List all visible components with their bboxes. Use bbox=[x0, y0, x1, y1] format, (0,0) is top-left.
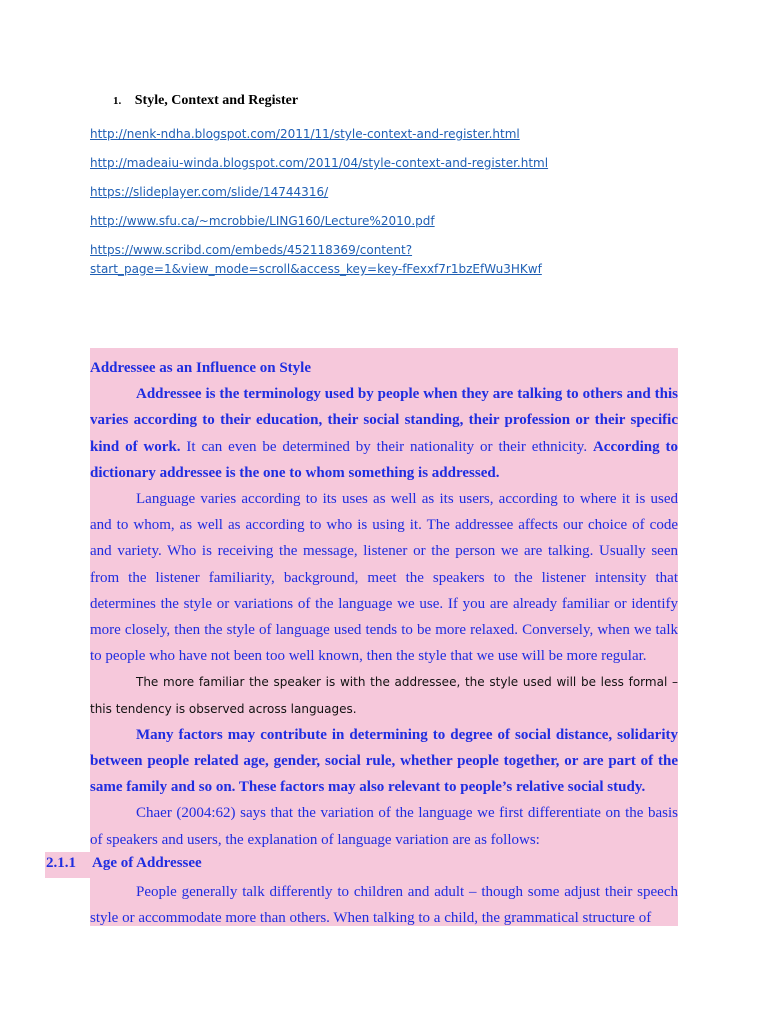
paragraph-language-varies: Language varies according to its uses as well as its users, according to where it is used and to whom, as well as according to who is using it. The addressee affects our choice of code and variety. Who is receiving the message, listener or the person we are talking. Usually seen from the listener familiarity, background, meet the speakers to the listener intensity that determines the style or variations of the language we use. If you are already familiar or identify more closely, then the style of language used tends to be more relaxed. Conversely, when we talk to people who have not been too well known, then the style that we use will be more regular. bbox=[90, 491, 678, 665]
paragraph-familiar-speaker: The more familiar the speaker is with the addressee, the style used will be less formal – this tendency is observed across languages. bbox=[90, 675, 678, 716]
section-title: Addressee as an Influence on Style bbox=[90, 360, 311, 376]
paragraph-bold-text: Addressee is the terminology used by people when they are talking to others and this varies according to their education, their social standing, their profession or their specific kind of work. bbox=[90, 386, 678, 455]
reference-link-2[interactable]: http://madeaiu-winda.blogspot.com/2011/04/style-context-and-register.html bbox=[90, 156, 549, 170]
paragraph-addressee-definition bbox=[90, 381, 678, 486]
reference-link-5[interactable]: https://www.scribd.com/embeds/452118369/content? bbox=[90, 243, 413, 257]
paragraph-age-addressee: People generally talk differently to children and adult – though some adjust their speech style or accommodate more than others. When talking to a child, the grammatical structure of bbox=[90, 884, 678, 926]
paragraph-chaer: Chaer (2004:62) says that the variation of the language we first differentiate on the basis of speakers and users, the explanation of language variation are as follows: bbox=[90, 805, 678, 848]
reference-link-3[interactable]: https://slideplayer.com/slide/14744316/ bbox=[90, 185, 329, 199]
subsection-title: Age of Addressee bbox=[92, 855, 202, 871]
heading-number: 1. bbox=[113, 95, 122, 107]
highlighted-section bbox=[90, 348, 678, 926]
heading-title: Style, Context and Register bbox=[134, 93, 299, 108]
subsection-heading bbox=[46, 855, 202, 872]
subsection-number: 2.1.1 bbox=[46, 855, 76, 871]
paragraph-normal-text: It can even be determined by their nationality or their ethnicity. bbox=[180, 438, 588, 455]
reference-link-1[interactable]: http://nenk-ndha.blogspot.com/2011/11/style-context-and-register.html bbox=[90, 127, 520, 141]
page-heading bbox=[113, 93, 298, 109]
paragraph-many-factors: Many factors may contribute in determining to degree of social distance, solidarity between people related age, gender, social rule, whether people together, or are part of the same family and so on. These factors may also relevant to people’s relative social study. bbox=[90, 726, 678, 796]
reference-link-5-continued[interactable]: start_page=1&view_mode=scroll&access_key=key-fFexxf7r1bzEfWu3HKwf bbox=[90, 262, 542, 276]
reference-link-4[interactable]: http://www.sfu.ca/~mcrobbie/LING160/Lecture%2010.pdf bbox=[90, 214, 435, 228]
paragraph-bold-text-2: According to dictionary addressee is the one to whom something is addressed. bbox=[90, 438, 678, 481]
